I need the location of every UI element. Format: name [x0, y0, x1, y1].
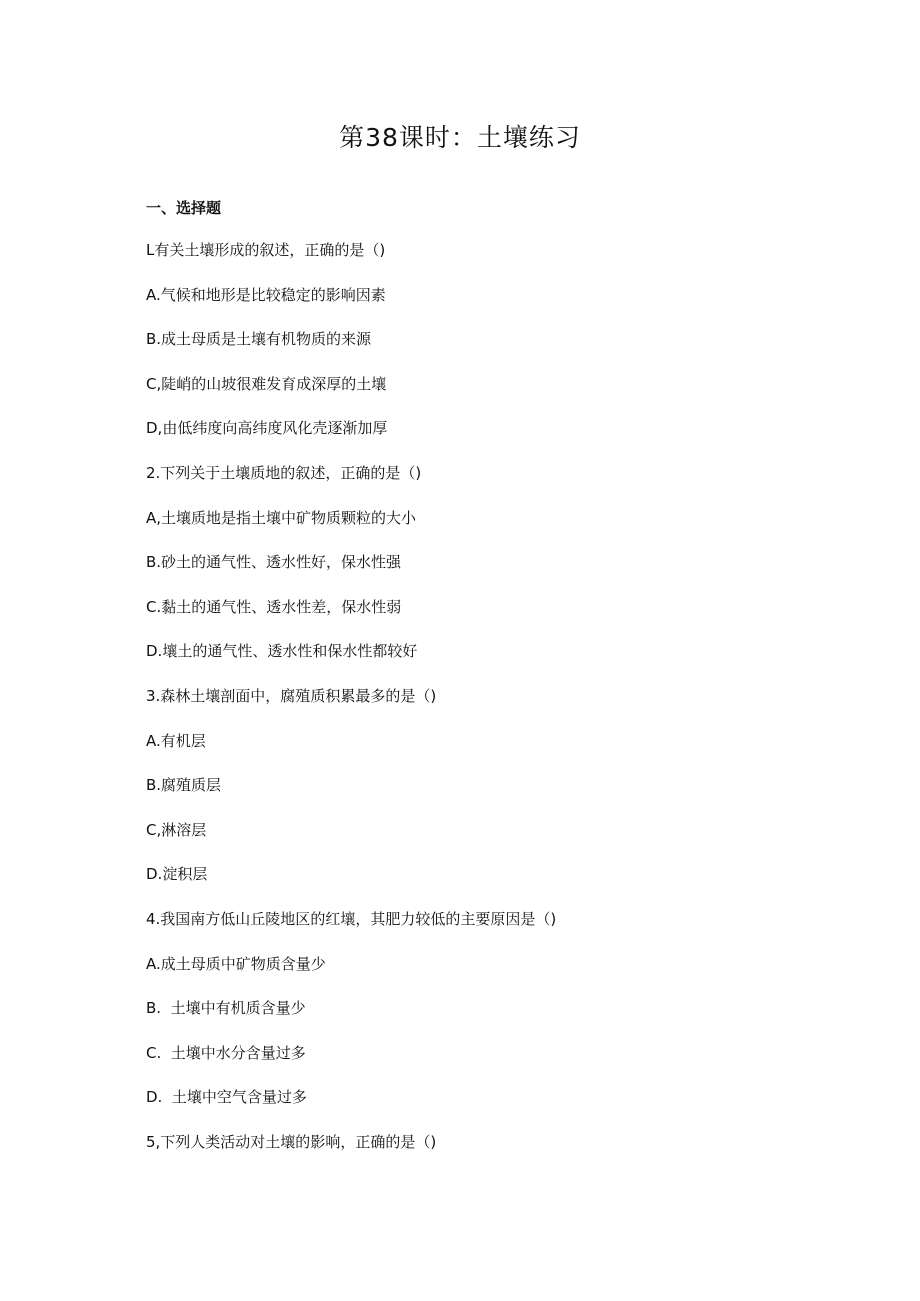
question-2-option-d: D.壤土的通气性、透水性和保水性都较好	[146, 642, 418, 661]
question-2-option-b: B.砂土的通气性、透水性好，保水性强	[146, 553, 402, 572]
question-2-option-a: A,土壤质地是指土壤中矿物质颗粒的大小	[146, 508, 417, 527]
question-list	[146, 239, 846, 1175]
question-4-stem: 4.我国南方低山丘陵地区的红壤，其肥力较低的主要原因是（)	[146, 909, 557, 928]
question-2-option-c: C.黏土的通气性、透水性差，保水性弱	[146, 597, 402, 616]
question-3-option-d: D.淀积层	[146, 865, 208, 884]
question-1-option-b: B.成土母质是土壤有机物质的来源	[146, 330, 372, 349]
question-4-option-a: A.成土母质中矿物质含量少	[146, 954, 326, 973]
question-5-stem: 5,下列人类活动对土壤的影响，正确的是（)	[146, 1132, 437, 1151]
page-title: 第38课时：土壤练习	[339, 123, 581, 152]
section-heading: 一、选择题	[146, 199, 222, 217]
question-4-option-d: D. 土壤中空气含量过多	[146, 1088, 307, 1107]
question-1-option-a: A.气候和地形是比较稳定的影响因素	[146, 285, 386, 304]
question-1-stem: L有关土壤形成的叙述，正确的是（)	[146, 241, 386, 259]
question-4-option-c: C. 土壤中水分含量过多	[146, 1043, 306, 1062]
question-3-stem: 3.森林土壤剖面中，腐殖质积累最多的是（)	[146, 686, 437, 705]
question-2-stem: 2.下列关于土壤质地的叙述，正确的是（)	[146, 463, 422, 482]
question-3-option-a: A.有机层	[146, 731, 206, 750]
question-1-option-c: C,陡峭的山坡很难发育成深厚的土壤	[146, 374, 387, 393]
question-1-option-d: D,由低纬度向高纬度风化壳逐渐加厚	[146, 419, 388, 438]
question-3-option-b: B.腐殖质层	[146, 776, 222, 795]
question-4-option-b: B. 土壤中有机质含量少	[146, 999, 306, 1018]
question-3-option-c: C,淋溶层	[146, 820, 207, 839]
